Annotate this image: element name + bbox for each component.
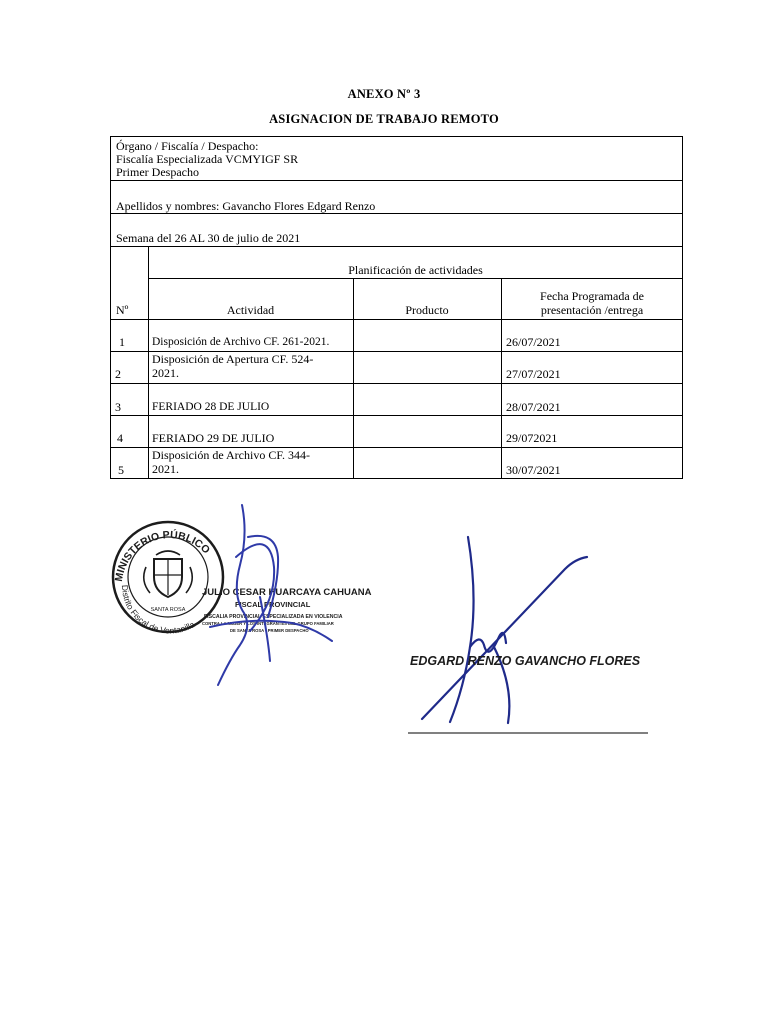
- col-product-header: Producto: [405, 303, 449, 317]
- planning-header: Planificación de actividades: [348, 263, 483, 277]
- stamp-role: FISCAL PROVINCIAL: [235, 600, 311, 609]
- seal-ring-bottom-text: Distrito Fiscal de Ventanilla: [119, 584, 197, 636]
- prosecutor-stamp: [202, 587, 372, 633]
- stamp-line4: CONTRA LA MUJER Y LOS INTEGRANTES DEL GRUPO FAMILIAR: [202, 621, 334, 626]
- signer-name: EDGARD RENZO GAVANCHO FLORES: [410, 654, 641, 668]
- row-activity: Disposición de Archivo CF. 261-2021.: [152, 336, 330, 348]
- row-divider: [148, 278, 683, 279]
- signatures-graphic: [110, 497, 650, 737]
- row-date: 29/072021: [506, 431, 558, 445]
- row-divider: [111, 415, 683, 416]
- row-num: 3: [115, 400, 121, 414]
- organ-label: Órgano / Fiscalía / Despacho:: [116, 139, 259, 153]
- annex-title: ANEXO Nº 3: [347, 87, 421, 101]
- row-activity-cont: 2021.: [152, 462, 179, 476]
- stamp-name: JULIO CESAR HUARCAYA CAHUANA: [202, 587, 372, 598]
- row-divider: [111, 180, 683, 181]
- names-line: Apellidos y nombres: Gavancho Flores Edgard Renzo: [116, 199, 376, 213]
- stamp-line3: FISCALIA PROVINCIAL ESPECIALIZADA EN VIOLENCIA: [204, 614, 343, 620]
- column-divider: [148, 246, 149, 479]
- seal-center-text: SANTA ROSA: [150, 607, 186, 613]
- stamp-line5: DE SANTA ROSA - PRIMER DESPACHO: [230, 628, 309, 633]
- row-date: 27/07/2021: [506, 367, 561, 381]
- row-activity: Disposición de Apertura CF. 524-: [152, 352, 314, 366]
- row-date: 26/07/2021: [506, 335, 561, 349]
- organ-line1: Fiscalía Especializada VCMYIGF SR: [116, 152, 299, 166]
- activities-table: [110, 136, 683, 479]
- row-activity: FERIADO 29 DE JULIO: [152, 431, 275, 445]
- row-divider: [111, 383, 683, 384]
- row-activity: FERIADO 28 DE JULIO: [152, 401, 270, 413]
- organ-line2: Primer Despacho: [116, 165, 199, 179]
- row-divider: [111, 213, 683, 214]
- row-divider: [111, 246, 683, 247]
- row-date: 28/07/2021: [506, 400, 561, 414]
- col-num-header: Nº: [116, 303, 129, 317]
- col-activity-header: Actividad: [226, 303, 275, 317]
- coat-of-arms-icon: [144, 551, 193, 597]
- seal-ring-top-text: MINISTERIO PÚBLICO: [112, 528, 213, 583]
- week-line: Semana del 26 AL 30 de julio de 2021: [116, 231, 301, 245]
- row-num: 4: [117, 431, 123, 445]
- row-date: 30/07/2021: [506, 463, 561, 477]
- row-activity-cont: 2021.: [152, 366, 179, 380]
- row-activity: Disposición de Archivo CF. 344-: [152, 448, 311, 462]
- row-num: 2: [115, 367, 121, 381]
- col-date-header-line2: presentación /entrega: [540, 303, 644, 317]
- employee-signature: [422, 537, 587, 723]
- row-divider: [111, 319, 683, 320]
- row-num: 1: [119, 335, 125, 349]
- signature-area: [110, 497, 650, 737]
- row-num: 5: [118, 463, 124, 477]
- col-date-header-line1: Fecha Programada de: [540, 289, 644, 303]
- document-title: ASIGNACION DE TRABAJO REMOTO: [269, 112, 499, 126]
